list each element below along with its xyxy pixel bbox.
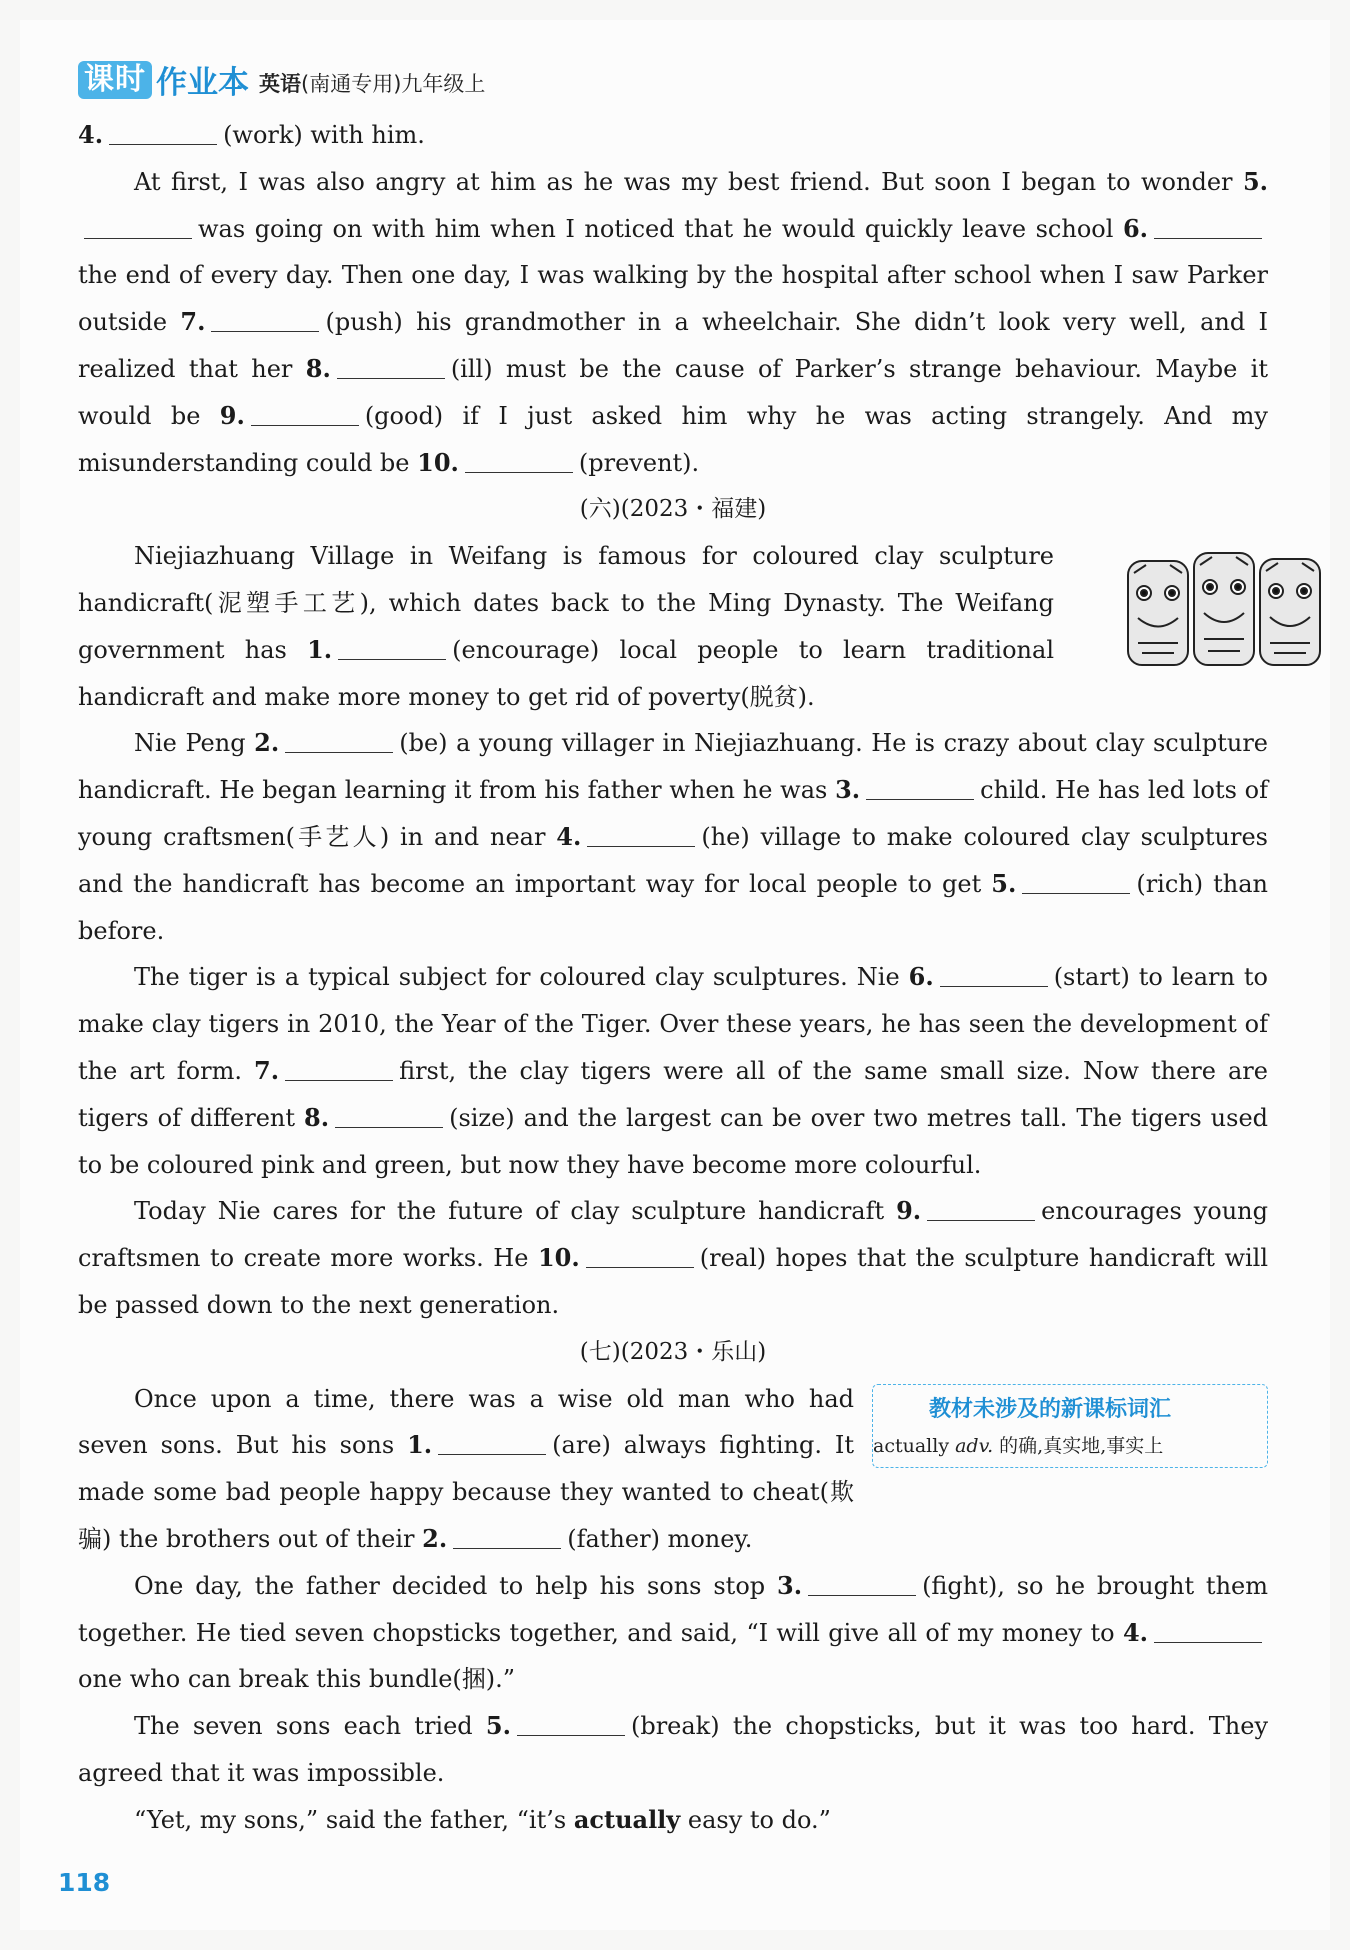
text: (father) money. bbox=[567, 1524, 753, 1553]
logo bbox=[78, 57, 249, 102]
item-number: 10. bbox=[537, 1243, 580, 1273]
text: was going on with him when I noticed that he would quickly leave school bbox=[198, 214, 1114, 243]
answer-blank[interactable] bbox=[251, 401, 359, 426]
item-number: 6. bbox=[908, 962, 934, 992]
text: (are) always fighting. It made some bad people happy because they wanted to cheat(欺骗) the brothers out of their bbox=[78, 1431, 854, 1553]
item-number: 3. bbox=[835, 775, 861, 805]
clay-tiger-2 bbox=[1194, 553, 1254, 665]
sec6-paragraph-3 bbox=[78, 954, 1268, 1188]
vocab-note-title: 教材未涉及的新课标词汇 bbox=[929, 1396, 1172, 1422]
answer-blank[interactable] bbox=[465, 448, 573, 473]
vocab-word: actually bbox=[873, 1434, 950, 1457]
item-number: 10. bbox=[417, 447, 459, 477]
vocab-note-entry bbox=[873, 1435, 1163, 1457]
item-number: 3. bbox=[777, 1570, 803, 1600]
answer-blank[interactable] bbox=[866, 775, 974, 800]
answer-blank[interactable] bbox=[1154, 214, 1262, 239]
item-number: 5. bbox=[1242, 166, 1268, 196]
sec5-paragraph bbox=[78, 159, 1268, 487]
bold-word-actually: actually bbox=[573, 1804, 681, 1834]
answer-blank[interactable] bbox=[335, 1103, 443, 1128]
text: (break) the chopsticks, but it was too hard. They agreed that it was impossible. bbox=[78, 1712, 1268, 1787]
text: first, the clay tigers were all of the same small size. Now there are tigers of different bbox=[78, 1056, 1268, 1132]
logo-text: 作业本 bbox=[156, 65, 249, 101]
item-number: 7. bbox=[180, 307, 206, 337]
item-number: 4. bbox=[1122, 1617, 1148, 1647]
text: (encourage) local people to learn traditional handicraft and make more money to get rid of poverty(脱贫). bbox=[78, 635, 1055, 711]
item-number: 4. bbox=[556, 821, 582, 851]
text: (rich) than before. bbox=[78, 869, 1269, 945]
item-number: 5. bbox=[485, 1711, 511, 1741]
text: (size) and the largest can be over two metres tall. The tigers used to be coloured pink and green, but now they have become more colourful. bbox=[78, 1103, 1269, 1179]
subject-detail: (南通专用)九年级上 bbox=[301, 72, 486, 96]
vocab-pos: adv. bbox=[955, 1434, 994, 1457]
vocab-meaning: 的确,真实地,事实上 bbox=[999, 1434, 1164, 1457]
page-header bbox=[78, 62, 485, 102]
answer-blank[interactable] bbox=[1022, 869, 1130, 894]
item-number: 5. bbox=[991, 868, 1017, 898]
answer-blank[interactable] bbox=[453, 1524, 561, 1549]
text: At first, I was also angry at him as he was my best friend. But soon I began to wonder bbox=[134, 167, 1233, 196]
text: (be) a young villager in Niejiazhuang. He is crazy about clay sculpture handicraft. He began learning it from his father when he was bbox=[78, 729, 1268, 805]
answer-blank[interactable] bbox=[285, 1056, 393, 1081]
answer-blank[interactable] bbox=[586, 1243, 694, 1268]
answer-blank[interactable] bbox=[109, 120, 217, 145]
item-number: 7. bbox=[254, 1055, 280, 1085]
text: encourages young craftsmen to create more works. He bbox=[78, 1197, 1268, 1273]
item-number: 6. bbox=[1122, 213, 1148, 243]
item-number: 9. bbox=[219, 400, 245, 430]
sec7-paragraph-4 bbox=[78, 1797, 1268, 1844]
answer-blank[interactable] bbox=[211, 307, 319, 332]
text: Once upon a time, there was a wise old man who had seven sons. But his sons bbox=[78, 1384, 854, 1460]
sec5-line-4 bbox=[78, 112, 1268, 159]
item-number: 8. bbox=[305, 353, 331, 383]
answer-blank[interactable] bbox=[808, 1571, 916, 1596]
item-number: 2. bbox=[254, 728, 280, 758]
item-number: 4. bbox=[78, 120, 104, 149]
text: one who can break this bundle(捆).” bbox=[78, 1665, 516, 1694]
text: Niejiazhuang Village in Weifang is famous for coloured clay sculpture handicraft(泥塑手工艺), which dates back to the Ming Dynasty. The Weifang government has bbox=[78, 542, 1054, 664]
logo-box: 课时 bbox=[78, 61, 152, 99]
text: The seven sons each tried bbox=[134, 1712, 473, 1741]
item-number: 9. bbox=[896, 1196, 922, 1226]
item-number: 2. bbox=[422, 1523, 448, 1553]
text: (start) to learn to make clay tigers in 2010, the Year of the Tiger. Over these years, he has seen the development of the art form. bbox=[78, 963, 1268, 1085]
text: (work) with him. bbox=[223, 121, 425, 149]
section-7-heading: (七)(2023・乐山) bbox=[579, 1338, 767, 1365]
text: The tiger is a typical subject for coloured clay sculptures. Nie bbox=[134, 963, 900, 992]
text: (ill) must be the cause of Parker’s strange behaviour. Maybe it would be bbox=[78, 354, 1269, 430]
item-number: 1. bbox=[407, 1430, 433, 1460]
text: (push) his grandmother in a wheelchair. She didn’t look very well, and I realized that her bbox=[78, 308, 1268, 383]
sec7-paragraph-2 bbox=[78, 1563, 1268, 1703]
clay-tiger-sculptures-image bbox=[1068, 543, 1268, 675]
answer-blank[interactable] bbox=[84, 214, 192, 239]
text: (real) hopes that the sculpture handicraft will be passed down to the next generation. bbox=[78, 1244, 1269, 1319]
text: One day, the father decided to help his sons stop bbox=[134, 1571, 766, 1600]
text: (good) if I just asked him why he was acting strangely. And my misunderstanding could be bbox=[78, 401, 1268, 477]
answer-blank[interactable] bbox=[517, 1711, 625, 1736]
text: (prevent). bbox=[578, 448, 700, 477]
text: “Yet, my sons,” said the father, “it’s bbox=[134, 1805, 567, 1834]
text: Today Nie cares for the future of clay sculpture handicraft bbox=[134, 1197, 885, 1226]
subject-name: 英语 bbox=[259, 72, 301, 96]
text: (fight), so he brought them together. He tied seven chopsticks together, and said, “I will give all of my money to bbox=[78, 1571, 1268, 1647]
text: Nie Peng bbox=[134, 729, 246, 758]
text: easy to do.” bbox=[687, 1805, 831, 1834]
main-content bbox=[78, 112, 1268, 1843]
subject-title bbox=[259, 68, 485, 102]
answer-blank[interactable] bbox=[285, 728, 393, 753]
clay-tiger-3 bbox=[1260, 559, 1320, 665]
answer-blank[interactable] bbox=[438, 1430, 546, 1455]
answer-blank[interactable] bbox=[338, 635, 446, 660]
sec6-paragraph-1 bbox=[78, 533, 1268, 720]
vocab-note-box bbox=[872, 1384, 1268, 1468]
sec6-paragraph-2 bbox=[78, 720, 1268, 954]
clay-tigers-illustration bbox=[1124, 543, 1324, 675]
item-number: 8. bbox=[304, 1102, 330, 1132]
item-number: 1. bbox=[307, 634, 333, 664]
answer-blank[interactable] bbox=[337, 354, 445, 379]
text: child. He has led lots of young craftsmen(手艺人) in and near bbox=[78, 776, 1268, 851]
page-number: 118 bbox=[58, 1868, 111, 1897]
section-6-heading: (六)(2023・福建) bbox=[579, 496, 767, 523]
answer-blank[interactable] bbox=[1154, 1618, 1262, 1643]
answer-blank[interactable] bbox=[587, 822, 695, 847]
answer-blank[interactable] bbox=[927, 1196, 1035, 1221]
sec6-paragraph-4 bbox=[78, 1188, 1268, 1328]
sec7-paragraph-3 bbox=[78, 1703, 1268, 1797]
text: (he) village to make coloured clay sculptures and the handicraft has become an important way for local people to get bbox=[78, 822, 1268, 898]
answer-blank[interactable] bbox=[940, 962, 1048, 987]
sec7-paragraph-1 bbox=[78, 1376, 1268, 1563]
clay-tiger-1 bbox=[1128, 561, 1188, 665]
text: the end of every day. Then one day, I was walking by the hospital after school when I saw Parker outside bbox=[78, 261, 1268, 337]
